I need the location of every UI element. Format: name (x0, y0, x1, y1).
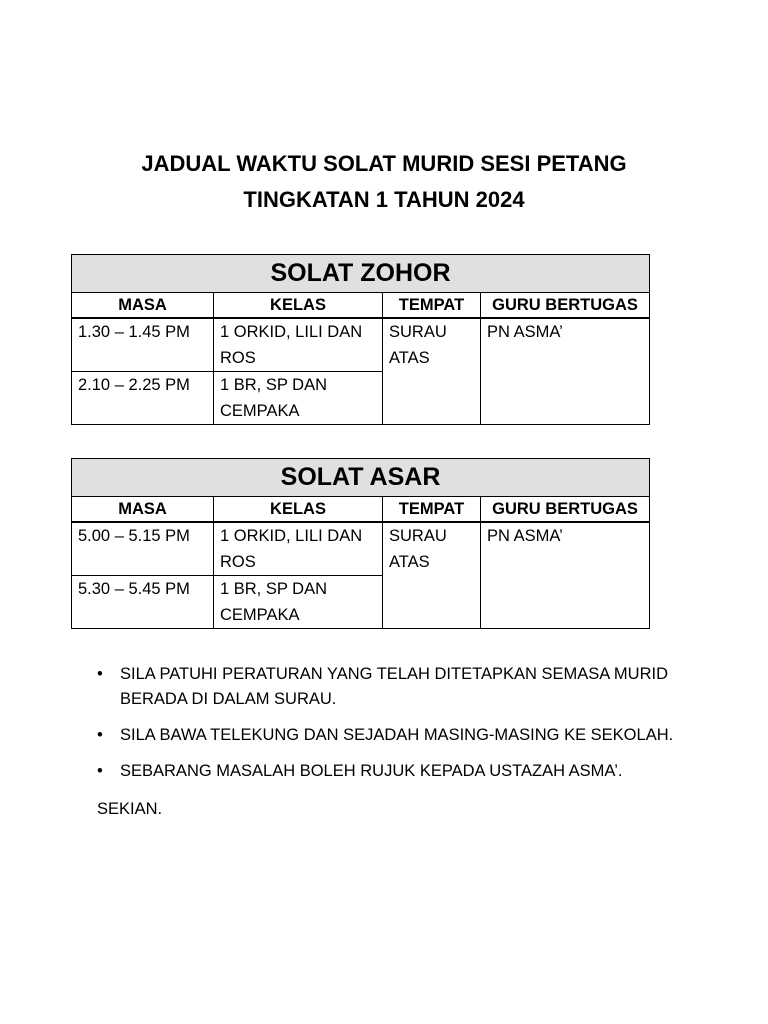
asar-section-title: SOLAT ASAR (72, 459, 650, 497)
kelas-cell: 1 ORKID, LILI DAN ROS (214, 522, 383, 576)
masa-cell: 5.00 – 5.15 PM (72, 522, 214, 576)
kelas-cell: 1 BR, SP DAN CEMPAKA (214, 576, 383, 629)
header-masa: MASA (72, 293, 214, 319)
zohor-section-title: SOLAT ZOHOR (72, 255, 650, 293)
masa-cell: 5.30 – 5.45 PM (72, 576, 214, 629)
tempat-cell: SURAU ATAS (383, 318, 481, 425)
header-tempat: TEMPAT (383, 497, 481, 523)
guru-cell: PN ASMA’ (481, 318, 650, 425)
bullet-icon: • (97, 726, 103, 744)
kelas-cell: 1 ORKID, LILI DAN ROS (214, 318, 383, 372)
header-masa: MASA (72, 497, 214, 523)
title-line-1: JADUAL WAKTU SOLAT MURID SESI PETANG (141, 151, 627, 176)
bullet-icon: • (97, 762, 103, 780)
notes-list (97, 662, 707, 795)
table-row (72, 522, 650, 576)
tempat-cell: SURAU ATAS (383, 522, 481, 629)
list-item (97, 759, 707, 784)
header-tempat: TEMPAT (383, 293, 481, 319)
zohor-schedule-table (71, 254, 650, 425)
guru-cell: PN ASMA’ (481, 522, 650, 629)
note-text: SEBARANG MASALAH BOLEH RUJUK KEPADA USTAZAH ASMA’. (120, 762, 623, 780)
masa-cell: 1.30 – 1.45 PM (72, 318, 214, 372)
header-kelas: KELAS (214, 497, 383, 523)
note-text: SILA BAWA TELEKUNG DAN SEJADAH MASING-MASING KE SEKOLAH. (120, 726, 674, 744)
masa-cell: 2.10 – 2.25 PM (72, 372, 214, 425)
list-item (97, 662, 707, 712)
header-guru-bertugas: GURU BERTUGAS (481, 497, 650, 523)
title-line-2: TINGKATAN 1 TAHUN 2024 (243, 187, 525, 212)
header-guru-bertugas: GURU BERTUGAS (481, 293, 650, 319)
note-text: SILA PATUHI PERATURAN YANG TELAH DITETAPKAN SEMASA MURID BERADA DI DALAM SURAU. (120, 665, 668, 708)
bullet-icon: • (97, 665, 103, 683)
page-title (0, 146, 768, 218)
list-item (97, 723, 707, 748)
asar-schedule-table (71, 458, 650, 629)
header-kelas: KELAS (214, 293, 383, 319)
closing-text: SEKIAN. (97, 800, 163, 818)
table-row (72, 318, 650, 372)
kelas-cell: 1 BR, SP DAN CEMPAKA (214, 372, 383, 425)
